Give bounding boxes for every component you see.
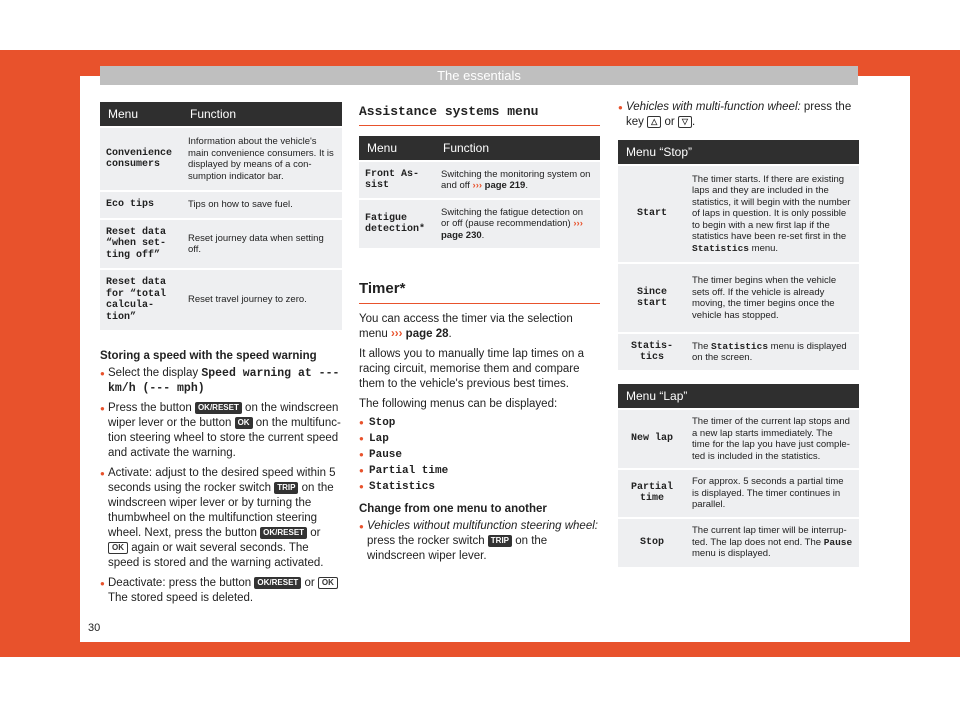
table-row: [100, 192, 342, 218]
table-cell-function: [686, 410, 859, 468]
bullet-text: Activate: adjust to the desired speed within 5 seconds using the rocker switch: [108, 467, 336, 494]
table-header-menu: Menu: [359, 136, 435, 160]
cell-text: .: [525, 180, 528, 191]
ok-key-icon: OK: [318, 577, 338, 589]
bullet-text: Vehicles with multi-function wheel:: [626, 101, 801, 113]
table-row: [618, 410, 859, 468]
table-header-menu: Menu: [100, 102, 182, 126]
up-arrow-key-icon: △: [647, 116, 661, 128]
page-reference[interactable]: page 230: [441, 229, 482, 241]
cell-text: The: [692, 340, 712, 352]
list-item: ● Pause: [359, 449, 600, 461]
cell-text: Switching the monitoring system on and off: [441, 168, 591, 191]
table-row: [618, 470, 859, 517]
table-row: [100, 128, 342, 190]
table-cell-menu: Reset data “when set-ting off”: [100, 220, 182, 268]
column-left: [100, 100, 342, 611]
list-item: ● Lap: [359, 433, 600, 445]
cell-text: The timer of the current lap stops and a new lap starts immediately. The time for the lap you have just comple-ted is included in the statistics.: [692, 416, 850, 462]
bullet-text: Press the button: [108, 402, 195, 414]
bullet-text: Vehicles without multifunction steering wheel:: [367, 520, 598, 532]
cell-text: menu is displayed on the screen.: [692, 340, 847, 363]
ok-reset-key-icon: OK/RESET: [195, 402, 242, 414]
table-cell-menu: Statis-tics: [618, 334, 686, 370]
timer-heading: Timer*: [359, 276, 600, 304]
table-cell-function: [435, 162, 600, 198]
list-item: [100, 466, 342, 571]
cell-text: The current lap timer will be interrup-ted. The lap does not end. The: [692, 525, 847, 548]
bullet-text: press the key: [626, 101, 852, 128]
change-menu-heading: Change from one menu to another: [359, 503, 547, 515]
bullet-text: on the windscreen wiper lever or by turning the thumbwheel on the multifunction steering wheel. Next, press the button: [108, 482, 334, 539]
table-cell-function: [686, 166, 859, 262]
speed-warning-heading: Storing a speed with the speed warning: [100, 350, 317, 362]
bullet-text: The stored speed is deleted.: [108, 592, 254, 604]
cell-text: Switching the fatigue detection on or off (pause recommendation): [441, 206, 584, 230]
table-cell-menu: Stop: [618, 519, 686, 567]
list-item: [100, 576, 342, 606]
table-row: [618, 264, 859, 332]
page-reference[interactable]: page 28: [405, 328, 449, 340]
bullet-text: or: [307, 527, 321, 539]
table-cell-function: Information about the vehicle's main convenience consumers. It is displayed by means of a con-sumption indicator bar.: [182, 128, 342, 190]
table-cell-function: [686, 519, 859, 567]
bullet-text: Select the display: [108, 367, 202, 379]
bullet-text: on the windscreen wiper lever or the button: [108, 402, 339, 429]
list-item: [618, 100, 859, 130]
table-cell-function: [435, 200, 600, 248]
stop-menu-title: Menu “Stop”: [618, 140, 859, 164]
ok-reset-key-icon: OK/RESET: [260, 527, 307, 539]
column-right: [618, 100, 859, 569]
table-cell-function: [686, 334, 859, 370]
table-cell-menu: Front As-sist: [359, 162, 435, 198]
page-number: 30: [88, 622, 101, 634]
page-ref-arrow-icon: ›››: [472, 180, 483, 191]
lap-menu-title: Menu “Lap”: [618, 384, 859, 408]
trip-key-icon: TRIP: [488, 535, 512, 547]
table-row: [618, 334, 859, 370]
column-middle: [359, 100, 600, 569]
table-cell-function: [686, 470, 859, 517]
cell-text: The timer begins when the vehicle sets off. If the vehicle is already moving, the timer begins once the vehicle has stopped.: [692, 275, 837, 321]
bullet-text: on the multifunc-tion steering wheel to store the current speed and activate the warning.: [108, 417, 341, 459]
display-name: Speed warning at --- km/h (--- mph): [108, 367, 340, 395]
list-item: [100, 366, 342, 396]
cell-text: menu.: [749, 242, 779, 254]
trip-key-icon: TRIP: [274, 482, 298, 494]
list-item: ● Partial time: [359, 465, 600, 477]
table-row: [100, 270, 342, 330]
bullet-text: or: [661, 116, 678, 128]
cell-text: .: [481, 229, 485, 241]
assistance-menu-heading: Assistance systems menu: [359, 100, 600, 126]
ok-key-icon: OK: [235, 417, 253, 429]
page-ref-arrow-icon: ›››: [390, 328, 403, 340]
stop-menu-table: [618, 138, 859, 372]
table-cell-function: [686, 264, 859, 332]
table-cell-menu: Eco tips: [100, 192, 182, 218]
table-cell-menu: Start: [618, 166, 686, 262]
table-row: [618, 519, 859, 567]
lap-menu-table: [618, 382, 859, 569]
table-cell-menu: Reset data for “total calcula-tion”: [100, 270, 182, 330]
table-cell-function: Reset travel journey to zero.: [182, 270, 342, 330]
list-item: ● Statistics: [359, 481, 600, 493]
cell-mono-text: Pause: [823, 536, 853, 548]
table-cell-function: Reset journey data when setting off.: [182, 220, 342, 268]
table-cell-menu: New lap: [618, 410, 686, 468]
bullet-text: Deactivate: press the button: [108, 577, 255, 589]
paragraph-text: You can access the timer via the selection menu: [359, 313, 573, 340]
trip-menu-table: [100, 100, 342, 332]
page-ref-arrow-icon: ›››: [573, 218, 583, 230]
bullet-text: again or wait several seconds. The speed is stored and the warning activated.: [108, 542, 324, 569]
table-header-function: Function: [435, 136, 600, 160]
bullet-text: .: [692, 116, 696, 128]
bullet-text: on the windscreen wiper lever.: [367, 535, 548, 562]
table-cell-menu: Convenience consumers: [100, 128, 182, 190]
cell-text: menu is displayed.: [692, 548, 771, 560]
cell-text: For approx. 5 seconds a partial time is displayed. The timer continues in parallel.: [692, 476, 844, 510]
bullet-text: or: [301, 577, 318, 589]
cell-text: The timer starts. If there are existing laps and they are included in the statistics, it will begin with the number of laps in question. It is only possible to begin with a new first lap if the statistics have been re-set first in the: [692, 173, 851, 243]
list-item: [100, 401, 342, 461]
ok-key-icon: OK: [108, 542, 128, 554]
paragraph: It allows you to manually time lap times on a racing circuit, memorise them and compare them to the vehicle's previous best times.: [359, 348, 584, 390]
cell-mono-text: Statistics: [692, 242, 750, 254]
paragraph-text: .: [448, 328, 452, 340]
table-cell-menu: Fatigue detection*: [359, 200, 435, 248]
table-row: [359, 200, 600, 248]
bullet-text: press the rocker switch: [367, 535, 488, 547]
paragraph: [359, 312, 600, 342]
list-item: [359, 519, 600, 564]
table-cell-function: Tips on how to save fuel.: [182, 192, 342, 218]
cell-mono-text: Statistics: [711, 340, 769, 352]
table-cell-menu: Partial time: [618, 470, 686, 517]
table-row: [100, 220, 342, 268]
down-arrow-key-icon: ▽: [678, 116, 692, 128]
table-row: [618, 166, 859, 262]
table-header-function: Function: [182, 102, 342, 126]
ok-reset-key-icon: OK/RESET: [254, 577, 301, 589]
table-cell-menu: Since start: [618, 264, 686, 332]
page-header: The essentials: [100, 66, 858, 85]
assistance-menu-table: [359, 134, 600, 250]
list-item: ● Stop: [359, 417, 600, 429]
page-reference[interactable]: page 219: [484, 180, 526, 191]
paragraph: The following menus can be displayed:: [359, 398, 558, 410]
table-row: [359, 162, 600, 198]
